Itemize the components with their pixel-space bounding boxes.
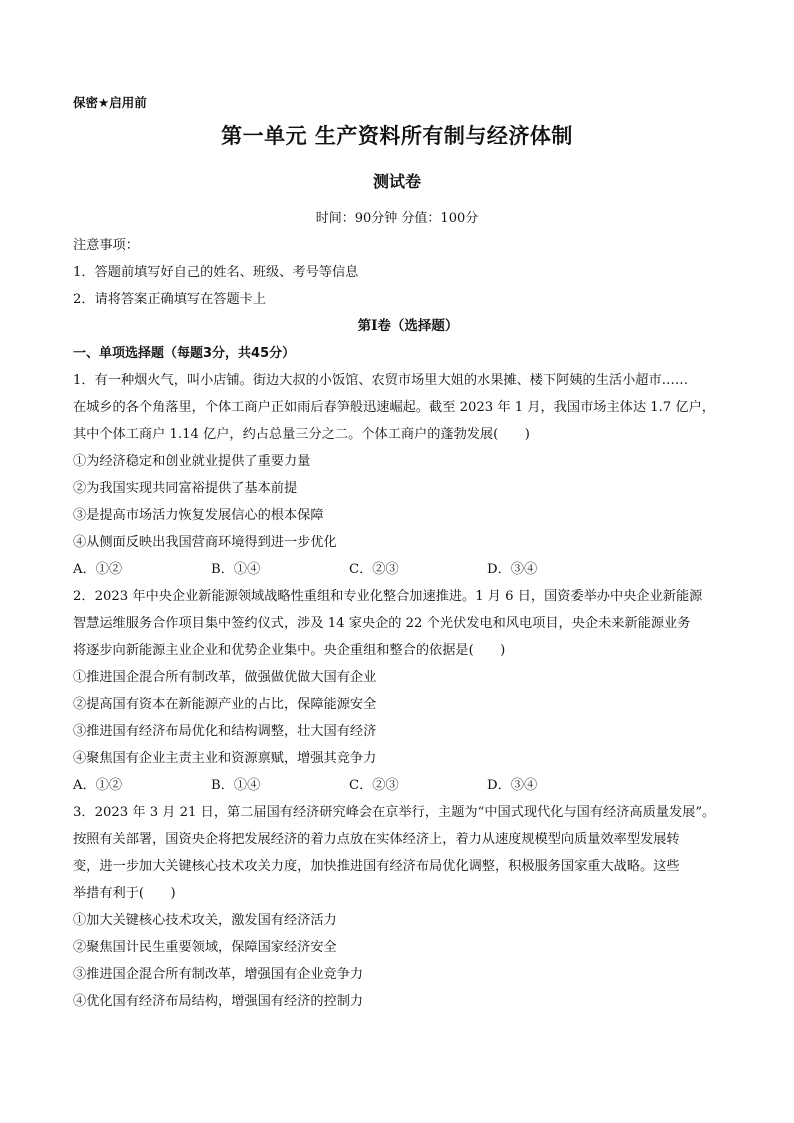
statement-option: ②聚焦国计民生重要领域，保障国家经济安全 <box>73 940 337 955</box>
note-item: 2．请将答案正确填写在答题卡上 <box>73 292 267 307</box>
question-1 <box>73 367 743 583</box>
question-text-line: 1．有一种烟火气，叫小店铺。街边大叔的小饭馆、农贸市场里大姐的水果摊、楼下阿姨的生活小超市…… <box>73 373 689 388</box>
statement-option: ①加大关键核心技术攻关，激发国有经济活力 <box>73 913 337 928</box>
exam-subtitle: 测试卷 <box>372 172 421 191</box>
statement-option: ③是提高市场活力恢复发展信心的根本保障 <box>73 508 324 523</box>
answer-choices <box>73 772 743 799</box>
question-text-line: 变，进一步加大关键核心技术攻关力度，加快推进国有经济布局优化调整，积极服务国家重大战略。这些 <box>73 859 680 874</box>
statement-option: ④从侧面反映出我国营商环境得到进一步优化 <box>73 535 337 550</box>
question-text-line: 在城乡的各个角落里，个体工商户正如雨后春笋般迅速崛起。截至 2023 年 1 月，我国市场主体达 1.7 亿户， <box>73 400 715 415</box>
question-text-line: 3．2023 年 3 月 21 日，第二届国有经济研究峰会在京举行，主题为“中国式现代化与国有经济高质量发展”。 <box>73 805 716 820</box>
choice-a: A．①② <box>73 778 123 793</box>
question-3 <box>73 799 743 1015</box>
exam-body <box>73 232 743 1015</box>
part-one-heading: 第I卷（选择题） <box>357 318 459 334</box>
choice-a: A．①② <box>73 562 123 577</box>
confidential-label: 保密★启用前 <box>73 95 147 110</box>
statement-option: ②提高国有资本在新能源产业的占比，保障能源安全 <box>73 697 377 712</box>
choice-d: D．③④ <box>487 562 538 577</box>
question-text-line: 将逐步向新能源主业企业和优势企业集中。央企重组和整合的依据是( ) <box>73 643 506 658</box>
answer-choices <box>73 556 743 583</box>
statement-option: ①为经济稳定和创业就业提供了重要力量 <box>73 454 311 469</box>
question-text-line: 智慧运维服务合作项目集中签约仪式，涉及 14 家央企的 22 个光伏发电和风电项目，央企未来新能源业务 <box>73 616 691 631</box>
exam-title: 第一单元 生产资料所有制与经济体制 <box>221 124 573 148</box>
statement-option: ③推进国有经济布局优化和结构调整，壮大国有经济 <box>73 724 377 739</box>
statement-option: ④聚焦国有企业主责主业和资源禀赋，增强其竞争力 <box>73 751 377 766</box>
statement-option: ①推进国企混合所有制改革，做强做优做大国有企业 <box>73 670 377 685</box>
choice-b: B．①④ <box>211 778 261 793</box>
question-2 <box>73 583 743 799</box>
choice-c: C．②③ <box>349 562 399 577</box>
notes-heading: 注意事项： <box>73 238 139 253</box>
time-score-line: 时间：90分钟 分值：100分 <box>315 211 479 226</box>
statement-option: ③推进国企混合所有制改革，增强国有企业竞争力 <box>73 967 364 982</box>
question-text-line: 2．2023 年中央企业新能源领域战略性重组和专业化整合加速推进。1 月 6 日，国资委举办中央企业新能源 <box>73 589 703 604</box>
section-heading: 一、单项选择题（每题3分，共45分） <box>73 346 296 361</box>
choice-b: B．①④ <box>211 562 261 577</box>
choice-d: D．③④ <box>487 778 538 793</box>
statement-option: ②为我国实现共同富裕提供了基本前提 <box>73 481 298 496</box>
question-text-line: 其中个体工商户 1.14 亿户，约占总量三分之二。个体工商户的蓬勃发展( ) <box>73 427 530 442</box>
question-text-line: 按照有关部署，国资央企将把发展经济的着力点放在实体经济上，着力从速度规模型向质量效率型发展转 <box>73 832 680 847</box>
statement-option: ④优化国有经济布局结构，增强国有经济的控制力 <box>73 994 364 1009</box>
choice-c: C．②③ <box>349 778 399 793</box>
question-text-line: 举措有利于( ) <box>73 886 176 901</box>
note-item: 1．答题前填写好自己的姓名、班级、考号等信息 <box>73 265 359 280</box>
